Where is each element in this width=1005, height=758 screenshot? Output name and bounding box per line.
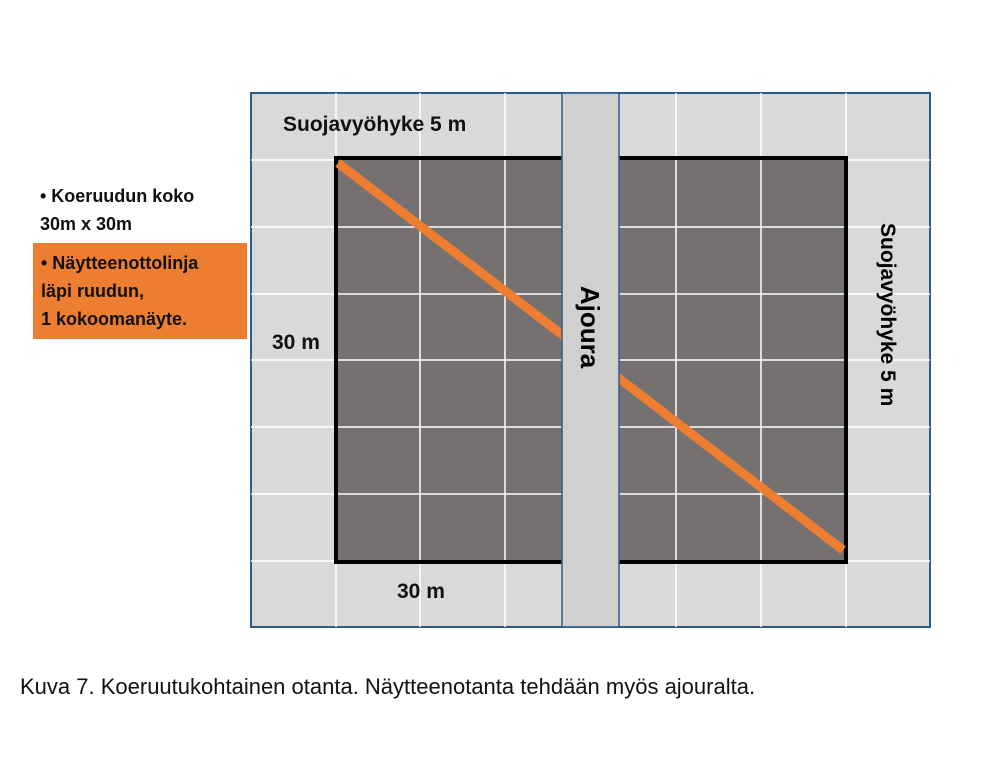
- plot-size-note: [40, 182, 194, 238]
- buffer-zone-top-label: Suojavyöhyke 5 m: [283, 113, 467, 136]
- buffer-zone-right-label: Suojavyöhyke 5 m: [876, 223, 899, 407]
- sampling-note-line-2: läpi ruudun,: [41, 281, 144, 301]
- plot-side-left-label: 30 m: [272, 331, 320, 354]
- plot-size-line-1: • Koeruudun koko: [40, 186, 195, 206]
- sampling-note-box: [33, 243, 247, 339]
- plot-side-bottom-label: 30 m: [397, 580, 445, 603]
- road-label: Ajoura: [575, 285, 605, 369]
- plot-size-line-2: 30m x 30m: [40, 214, 133, 234]
- sampling-note-line-3: 1 kokoomanäyte.: [41, 309, 188, 329]
- figure-caption: Kuva 7. Koeruutukohtainen otanta. Näytteenotanta tehdään myös ajouralta.: [20, 674, 756, 699]
- sampling-note-line-1: • Näytteenottolinja: [41, 253, 199, 273]
